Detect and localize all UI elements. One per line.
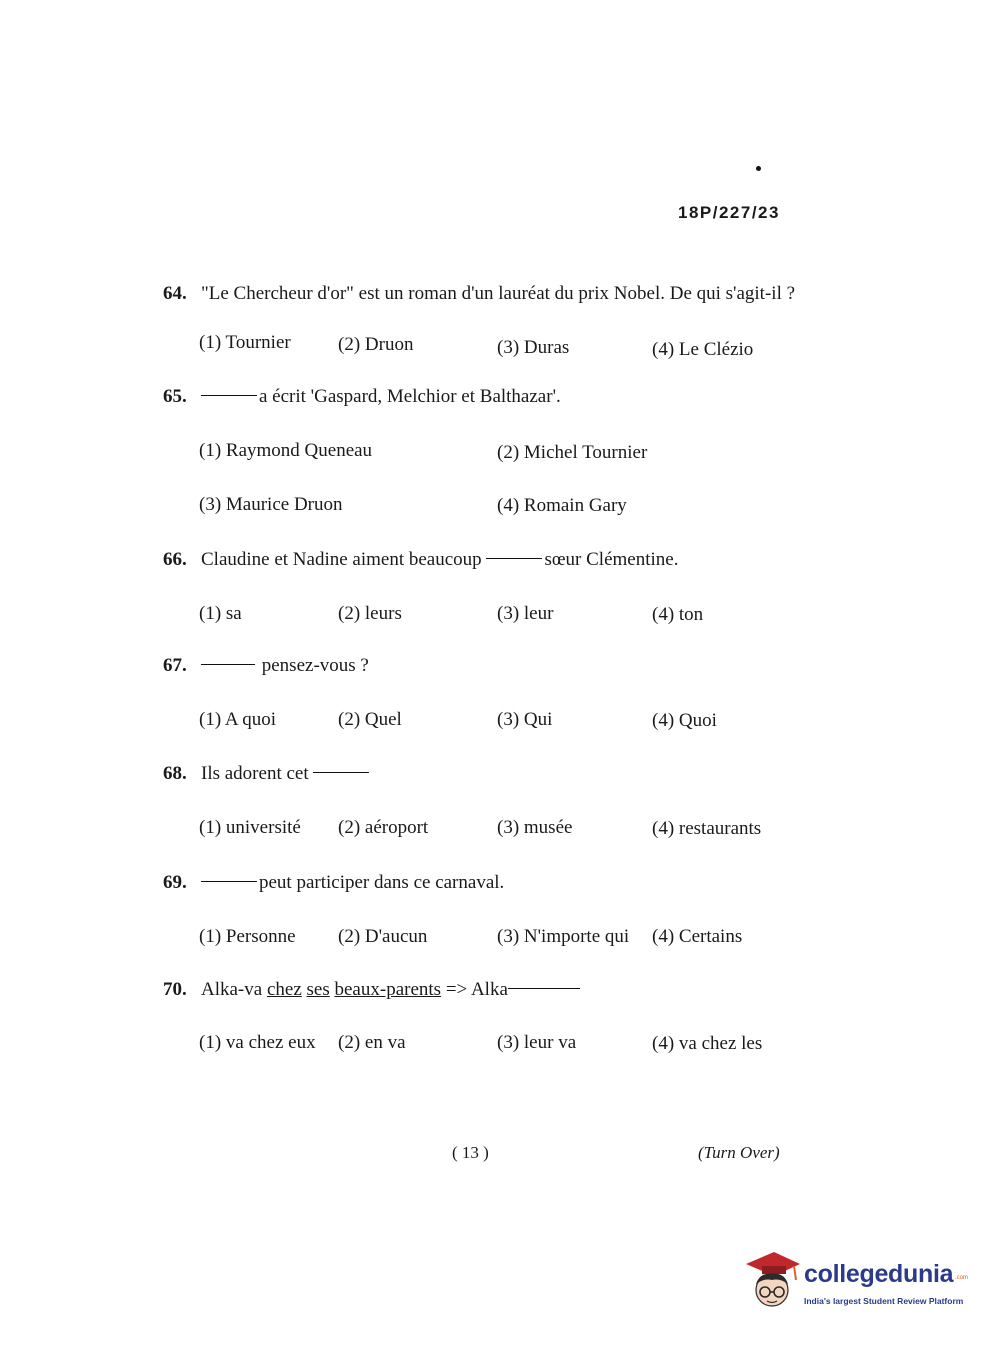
option-66-2: (2) leurs — [338, 603, 402, 624]
question-text: "Le Chercheur d'or" est un roman d'un lauréat du prix Nobel. De qui s'agit-il ? — [201, 283, 796, 304]
option-66-4: (4) ton — [652, 604, 704, 625]
option-69-4: (4) Certains — [652, 926, 743, 947]
option-68-4: (4) restaurants — [652, 818, 762, 839]
option-69-1: (1) Personne — [199, 926, 296, 947]
underlined-word: ses — [306, 979, 330, 1000]
question-number: 66. — [163, 549, 187, 570]
question-number: 69. — [163, 872, 187, 893]
question-number: 70. — [163, 979, 187, 1000]
question-text-after: sœur Clémentine. — [544, 549, 679, 570]
mascot-icon — [742, 1248, 802, 1312]
option-64-1: (1) Tournier — [199, 332, 291, 353]
question-66 — [163, 549, 678, 571]
option-66-3: (3) leur — [497, 603, 554, 624]
option-68-3: (3) musée — [497, 817, 573, 838]
option-69-3: (3) N'importe qui — [497, 926, 630, 947]
option-67-2: (2) Quel — [338, 709, 402, 730]
option-70-2: (2) en va — [338, 1032, 406, 1053]
option-65-1: (1) Raymond Queneau — [199, 440, 373, 461]
option-66-1: (1) sa — [199, 603, 242, 624]
page-number: ( 13 ) — [452, 1143, 489, 1162]
option-70-3: (3) leur va — [497, 1032, 577, 1053]
logo-tagline: India's largest Student Review Platform — [804, 1296, 964, 1306]
option-67-1: (1) A quoi — [199, 709, 277, 730]
option-69-2: (2) D'aucun — [338, 926, 428, 947]
option-70-1: (1) va chez eux — [199, 1032, 316, 1053]
option-67-3: (3) Qui — [497, 709, 553, 730]
logo-wordmark: collegedunia — [804, 1260, 954, 1288]
question-65 — [163, 386, 561, 408]
question-text: => Alka — [445, 979, 508, 1000]
question-text: pensez-vous ? — [261, 655, 369, 676]
option-68-1: (1) université — [199, 817, 301, 838]
question-69 — [163, 872, 504, 894]
underlined-word: beaux-parents — [334, 979, 442, 1000]
stray-dot — [756, 166, 761, 171]
answer-blank — [201, 664, 255, 665]
option-67-4: (4) Quoi — [652, 710, 717, 731]
question-text-before: Claudine et Nadine aiment beaucoup — [201, 549, 482, 570]
option-65-4: (4) Romain Gary — [497, 495, 627, 516]
answer-blank — [201, 395, 257, 396]
option-70-4: (4) va chez les — [652, 1033, 763, 1054]
option-68-2: (2) aéroport — [338, 817, 429, 838]
option-65-2: (2) Michel Tournier — [497, 442, 648, 463]
option-64-3: (3) Duras — [497, 337, 570, 358]
question-text: peut participer dans ce carnaval. — [259, 872, 505, 893]
option-64-4: (4) Le Clézio — [652, 339, 754, 360]
turn-over-note: (Turn Over) — [698, 1143, 780, 1162]
question-text: Alka-va — [201, 979, 263, 1000]
question-70 — [163, 979, 582, 1001]
question-number: 64. — [163, 283, 187, 304]
answer-blank — [508, 988, 580, 989]
paper-code: 18P/227/23 — [678, 203, 780, 222]
question-text: a écrit 'Gaspard, Melchior et Balthazar'. — [259, 386, 561, 407]
question-64 — [163, 283, 795, 305]
answer-blank — [486, 558, 542, 559]
question-number: 65. — [163, 386, 187, 407]
logo-dotcom: .com — [955, 1275, 969, 1281]
answer-blank — [201, 881, 257, 882]
question-number: 68. — [163, 763, 187, 784]
option-64-2: (2) Druon — [338, 334, 414, 355]
question-text: Ils adorent cet — [201, 763, 309, 784]
answer-blank — [313, 772, 369, 773]
question-number: 67. — [163, 655, 187, 676]
question-68 — [163, 763, 371, 785]
collegedunia-logo[interactable] — [742, 1248, 972, 1318]
underlined-word: chez — [266, 979, 302, 1000]
question-67 — [163, 655, 369, 677]
option-65-3: (3) Maurice Druon — [199, 494, 343, 515]
